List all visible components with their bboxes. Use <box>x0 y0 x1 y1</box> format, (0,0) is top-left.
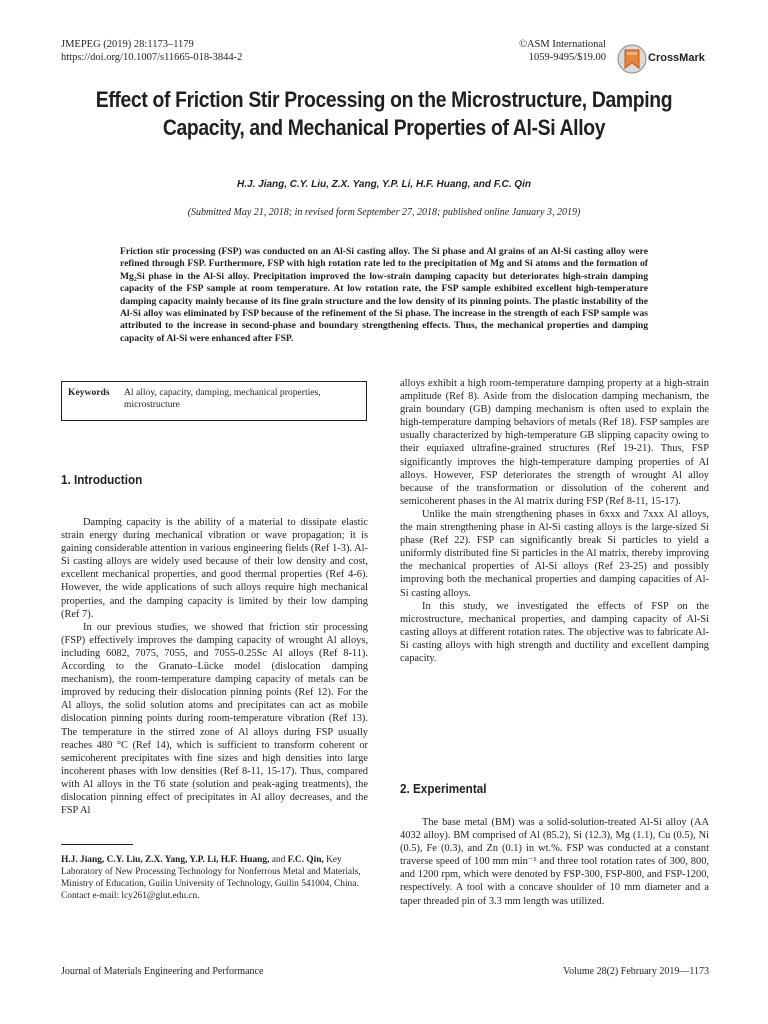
keywords-text: Al alloy, capacity, damping, mechanical properties, microstructure <box>124 387 321 410</box>
paragraph: alloys exhibit a high room-temperature damping property at a high-strain amplitude (Ref 8). Aside from the dislocation damping mechanism, the grain boundary (GB) damping mechanism is often used to explain the high-temperature damping behaviors of metals (Ref 18). FSP samples are usually characterized by high-temperature GB slipping capacity owing to their equiaxed ultrafine-grained structures (Ref 19-21). Thus, FSP significantly improves the high-temperature damping properties of Al alloys. However, FSP deteriorates the strength of wrought Al alloy because of the transformation or dissolution of the coherent and semicoherent phases in the Al matrix during FSP (Ref 8-11, 15-17). <box>400 378 709 507</box>
experimental-body <box>400 816 709 908</box>
author-list: H.J. Jiang, C.Y. Liu, Z.X. Yang, Y.P. Li, H.F. Huang, and F.C. Qin <box>237 179 531 190</box>
journal-name-footer: Journal of Materials Engineering and Performance <box>61 966 264 977</box>
paragraph: In this study, we investigated the effects of FSP on the microstructure, mechanical properties, and damping capacity of Al-Si casting alloys at different rotation rates. The objective was to fabricate Al-Si casting alloys with high strength and ductility and excellent damping capacity. <box>400 600 709 664</box>
section-heading-introduction: 1. Introduction <box>61 472 143 487</box>
footnote-divider <box>61 844 133 845</box>
paragraph: The base metal (BM) was a solid-solution-treated Al-Si alloy (AA 4032 alloy). BM comprised of Al (85.2), Si (12.3), Mg (1.1), Cu (0.5), Ni (0.5), Fe (0.3), and Zn (0.1) in wt.%. FSP was conducted at a constant traverse speed of 100 mm min⁻¹ and three tool rotation rates of 300, 800, and 1200 rpm, which were denoted by FSP-300, FSP-800, and FSP-1200, respectively. A tool with a concave shoulder of 10 mm diameter and a taper threaded pin of 3.3 mm length was utilized. <box>400 817 709 907</box>
submission-dates: (Submitted May 21, 2018; in revised form September 27, 2018; published online January 3, 2019) <box>187 207 581 218</box>
left-column-body <box>61 516 368 817</box>
footnote-authors: H.J. Jiang, C.Y. Liu, Z.X. Yang, Y.P. Li, H.F. Huang, <box>61 855 270 865</box>
author-affiliation-footnote <box>61 854 368 902</box>
abstract: Friction stir processing (FSP) was conducted on an Al-Si casting alloy. The Si phase and Al grains of an Al-Si casting alloy were refined through FSP. Furthermore, FSP with high rotation rate led to the precipitation of Mg and Si atoms and the formation of Mg₂Si phase in the Al-Si alloy. Precipitation improved the low-strain damping capacity but deteriorates high-strain damping capacity of the FSP sample at room temperature. At low rotation rate, the FSP sample exhibited excellent high-temperature damping capacity mainly because of its fine grain structure and the low density of its pinning points. The plastic instability of the Al-Si alloy was eliminated by FSP because of the refinement of the Si phase. The increase in the strength of each FSP sample was attributed to the increase in second-phase and boundary strengthening effects. Thus, the mechanical properties and damping capacity of Al-Si were enhanced after FSP. <box>120 246 648 344</box>
section-heading-experimental: 2. Experimental <box>400 781 487 796</box>
paragraph: In our previous studies, we showed that friction stir processing (FSP) effectively improves the damping capacity of wrought Al alloys, including 6082, 7075, 7055, and 7055-0.25Sc Al alloys (Ref 8-11). According to the Granato–Lücke model (dislocation damping mechanism), the room-temperature damping capacity of metals can be improved by reducing their dislocation pinning points (Ref 12). For the Al alloys, the solid solution atoms and precipitates can act as mobile dislocation pinning points during room-temperature vibration (Ref 13). The temperature in the stirred zone of Al alloys during FSP usually reaches 480 °C (Ref 14), which is sufficient to transform coherent or semicoherent precipitates with fine sizes and high densities into large incoherent phases with low densities (Ref 8-11, 15-17). Thus, compared with Al alloys in the T6 state (solution and peak-aging treatments), the dislocation pinning effect of precipitates in Al alloy decreases, and the FSP Al <box>61 621 368 817</box>
journal-header <box>61 38 242 64</box>
journal-citation: JMEPEG (2019) 28:1173–1179 <box>61 39 194 50</box>
doi-link[interactable]: https://doi.org/10.1007/s11665-018-3844-2 <box>61 52 243 63</box>
crossmark-label: CrossMark <box>648 52 705 64</box>
right-column-body <box>400 377 709 665</box>
volume-page-footer: Volume 28(2) February 2019—1173 <box>563 966 709 977</box>
copyright-block <box>480 38 606 64</box>
paragraph: Damping capacity is the ability of a material to dissipate elastic strain energy during mechanical vibration or wave propagation; it is gaining considerable attention in various engineering fields (Ref 1-3). Al-Si casting alloys are widely used because of their low density and cost, excellent mechanical properties, and good thermal properties (Ref 4-6). However, the wide applications of such alloys require high mechanical properties, and the damping capacity is limited by their low damping (Ref 7). <box>61 517 368 620</box>
keywords-label: Keywords <box>68 387 110 398</box>
footnote-and: and <box>271 855 286 865</box>
article-title: Effect of Friction Stir Processing on the Microstructure, Damping Capacity, and Mechanical Properties of Al-Si Alloy <box>95 87 673 140</box>
footnote-last-author: F.C. Qin, <box>287 855 324 865</box>
copyright-text: ©ASM International <box>518 39 606 50</box>
paragraph: Unlike the main strengthening phases in 6xxx and 7xxx Al alloys, the main strengthening phase in Al-Si casting alloys is the large-sized Si phase (Ref 22). FSP can significantly break Si particles to yield a uniformly distributed fine Si particles in the Al matrix, thereby improving the mechanical properties of Al-Si alloys (Ref 23-25) and possibly improving both the mechanical properties and damping capacities of Al-Si casting alloys. <box>400 508 709 599</box>
footnote-affiliation: Key Laboratory of New Processing Technology for Nonferrous Metal and Materials, Ministry of Education, Guilin University of Technology, Guilin 541004, China. Contact e-mail: lcy261@glut.edu.cn. <box>61 855 361 901</box>
issn-text: 1059-9495/$19.00 <box>528 52 606 63</box>
